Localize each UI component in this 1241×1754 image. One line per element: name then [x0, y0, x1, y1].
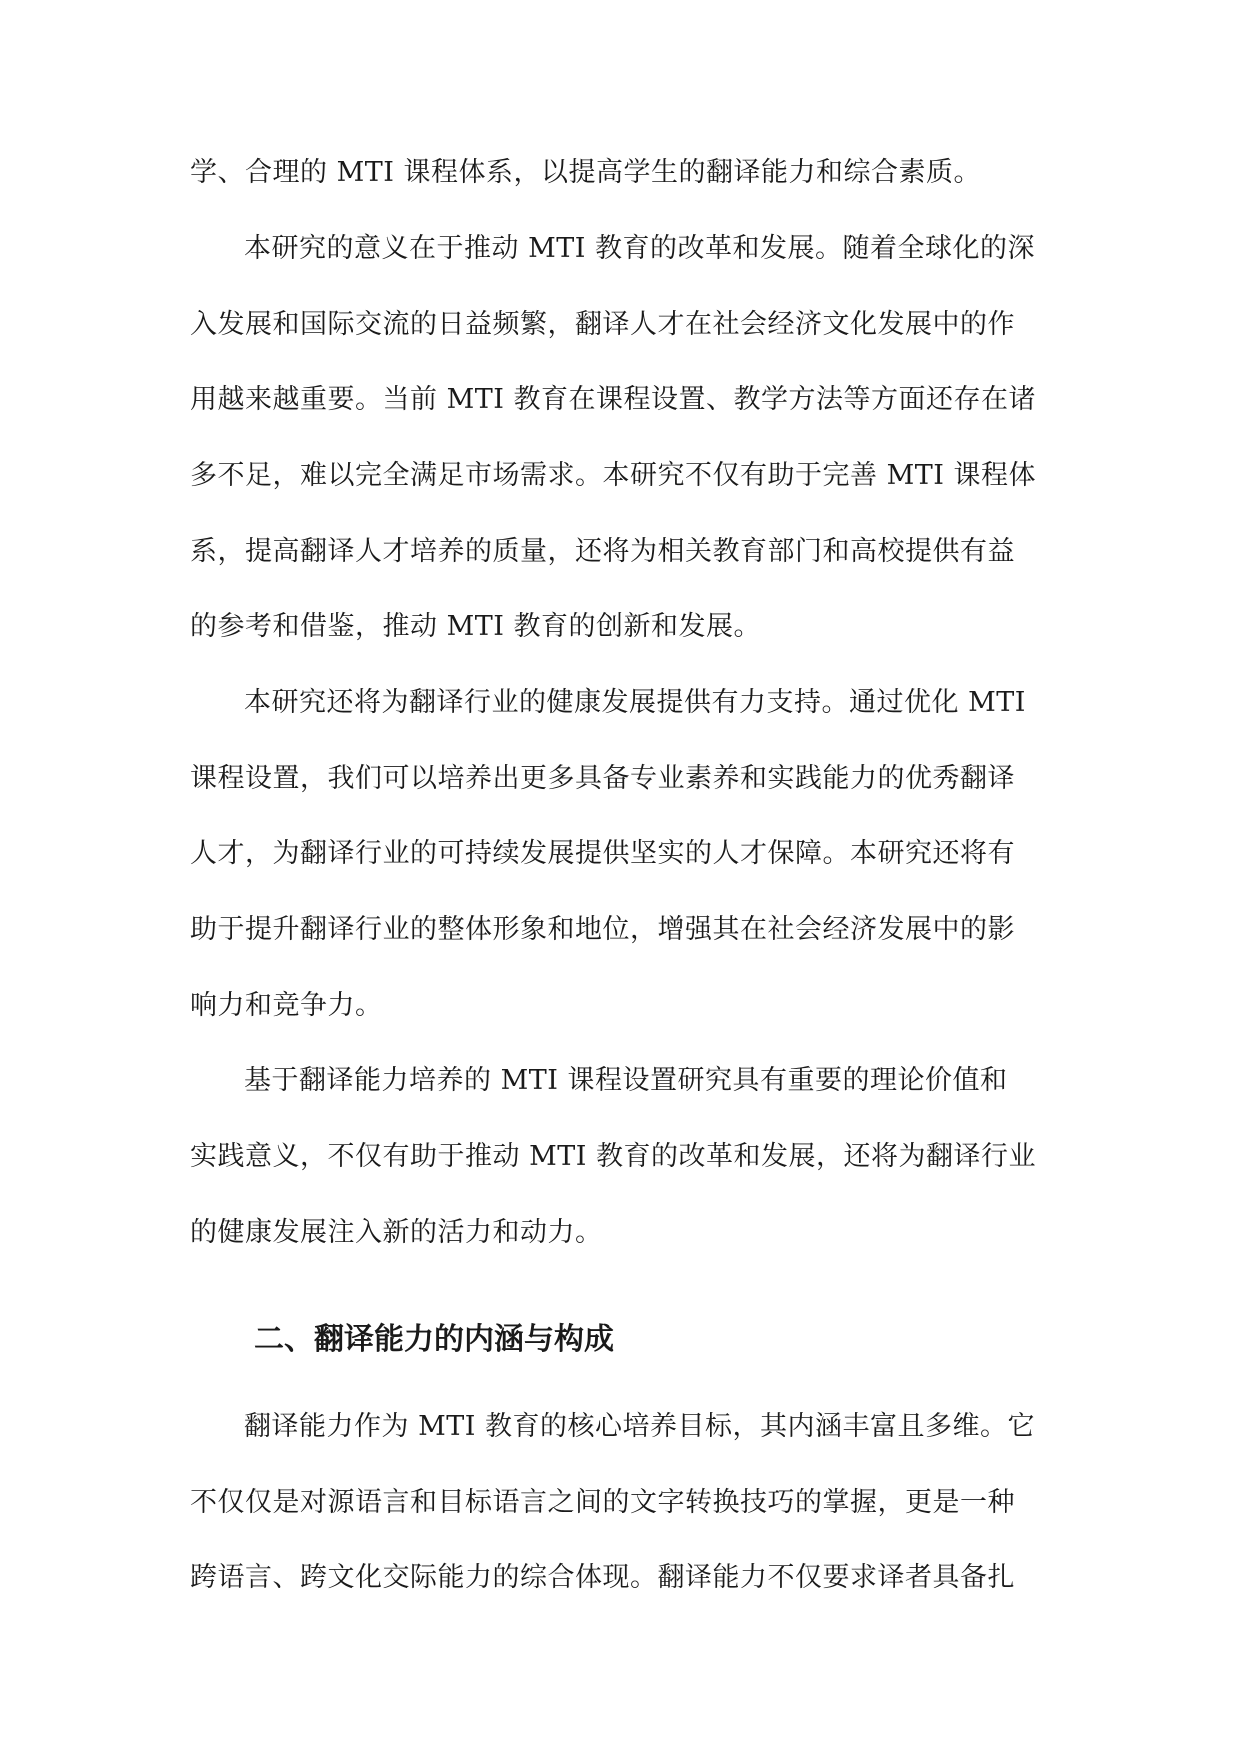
text-line: 不仅仅是对源语言和目标语言之间的文字转换技巧的掌握，更是一种 — [190, 1487, 1015, 1518]
section-heading: 二、翻译能力的内涵与构成 — [254, 1322, 614, 1357]
text-line: 课程设置，我们可以培养出更多具备专业素养和实践能力的优秀翻译 — [190, 763, 1015, 794]
text-line: 多不足，难以完全满足市场需求。本研究不仅有助于完善 MTI 课程体 — [190, 460, 1036, 491]
text-line: 的健康发展注入新的活力和动力。 — [190, 1217, 603, 1248]
text-line: 人才，为翻译行业的可持续发展提供坚实的人才保障。本研究还将有 — [190, 838, 1015, 869]
text-line: 学、合理的 MTI 课程体系，以提高学生的翻译能力和综合素质。 — [190, 157, 981, 188]
text-line: 跨语言、跨文化交际能力的综合体现。翻译能力不仅要求译者具备扎 — [190, 1562, 1015, 1593]
text-line: 用越来越重要。当前 MTI 教育在课程设置、教学方法等方面还存在诸 — [190, 384, 1036, 415]
text-line: 的参考和借鉴，推动 MTI 教育的创新和发展。 — [190, 611, 761, 642]
text-line: 入发展和国际交流的日益频繁，翻译人才在社会经济文化发展中的作 — [190, 309, 1015, 340]
text-line: 系，提高翻译人才培养的质量，还将为相关教育部门和高校提供有益 — [190, 536, 1015, 567]
paragraph-start-line: 本研究还将为翻译行业的健康发展提供有力支持。通过优化 MTI — [244, 687, 1026, 718]
text-line: 助于提升翻译行业的整体形象和地位，增强其在社会经济发展中的影 — [190, 914, 1015, 945]
paragraph-start-line: 基于翻译能力培养的 MTI 课程设置研究具有重要的理论价值和 — [244, 1065, 1008, 1096]
paragraph-start-line: 翻译能力作为 MTI 教育的核心培养目标，其内涵丰富且多维。它 — [244, 1411, 1035, 1442]
paragraph-start-line: 本研究的意义在于推动 MTI 教育的改革和发展。随着全球化的深 — [244, 233, 1035, 264]
text-line: 实践意义，不仅有助于推动 MTI 教育的改革和发展，还将为翻译行业 — [190, 1141, 1036, 1172]
text-line: 响力和竞争力。 — [190, 990, 383, 1021]
